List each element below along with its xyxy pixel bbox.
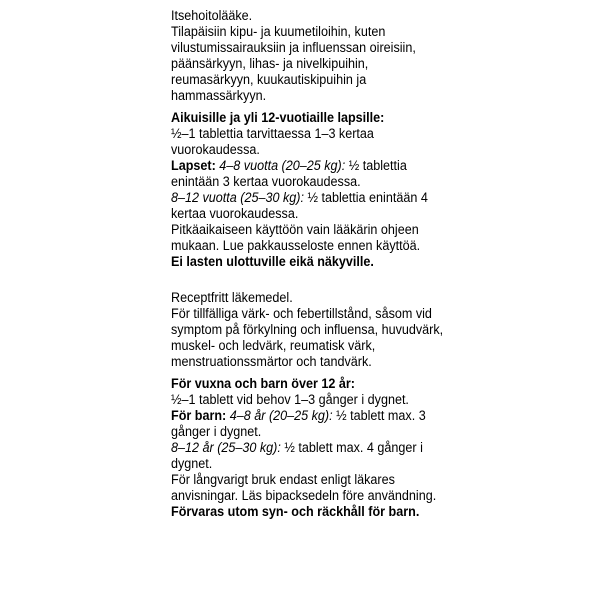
fi-children-age-2: 8–12 vuotta (25–30 kg): (171, 190, 304, 205)
fi-adults-heading: Aikuisille ja yli 12-vuotiaille lapsille: (171, 110, 385, 125)
sv-children-label: För barn: (171, 408, 227, 423)
fi-children-dose-2 (171, 190, 444, 222)
fi-children-age-1: 4–8 vuotta (20–25 kg): (219, 158, 346, 173)
fi-longterm-note: Pitkäaikaiseen käyttöön vain lääkärin ohjeen mukaan. Lue pakkausseloste ennen käyttöä. (171, 222, 421, 253)
swedish-section (171, 290, 444, 520)
sv-children-dose-2-text: ½ tablett max. 4 gånger i dygnet. (171, 440, 423, 471)
sv-indication: För tillfälliga värk- och febertillstånd, såsom vid symptom på förkylning och influensa, huvudvärk, muskel- och ledvärk, reumatisk värk, menstruationssmärtor och tandvärk. (171, 306, 444, 369)
sv-product-type: Receptfritt läkemedel. (171, 290, 293, 305)
fi-adults-dose: ½–1 tablettia tarvittaessa 1–3 kertaa vuorokaudessa. (171, 126, 374, 157)
fi-children-dose-2-text: ½ tablettia enintään 4 kertaa vuorokaudessa. (171, 190, 428, 221)
sv-children-age-1: 4–8 år (20–25 kg): (229, 408, 333, 423)
sv-children-dose-1 (171, 408, 444, 440)
fi-product-type: Itsehoitolääke. (171, 8, 253, 23)
fi-children-dose-1-text: ½ tablettia enintään 3 kertaa vuorokaudessa. (171, 158, 407, 189)
fi-children-label: Lapset: (171, 158, 216, 173)
fi-storage-warning: Ei lasten ulottuville eikä näkyville. (171, 254, 374, 269)
sv-adults-dose: ½–1 tablett vid behov 1–3 gånger i dygnet. (171, 392, 409, 407)
sv-children-dose-1-text: ½ tablett max. 3 gånger i dygnet. (171, 408, 426, 439)
sv-children-dose-2 (171, 440, 444, 472)
sv-storage-warning: Förvaras utom syn- och räckhåll för barn. (171, 504, 420, 519)
sv-longterm-note: För långvarigt bruk endast enligt läkares anvisningar. Läs bipacksedeln före användning. (171, 472, 437, 503)
fi-children-dose-1 (171, 158, 444, 190)
fi-indication: Tilapäisiin kipu- ja kuumetiloihin, kuten vilustumissairauksiin ja influenssan oireisiin, päänsärkyyn, lihas- ja nivelkipuihin, reumasärkyyn, kuukautiskipuihin ja hammassärkyyn. (171, 24, 416, 103)
sv-children-age-2: 8–12 år (25–30 kg): (171, 440, 281, 455)
sv-adults-heading: För vuxna och barn över 12 år: (171, 376, 355, 391)
package-label-text (171, 8, 444, 520)
finnish-section (171, 8, 444, 270)
